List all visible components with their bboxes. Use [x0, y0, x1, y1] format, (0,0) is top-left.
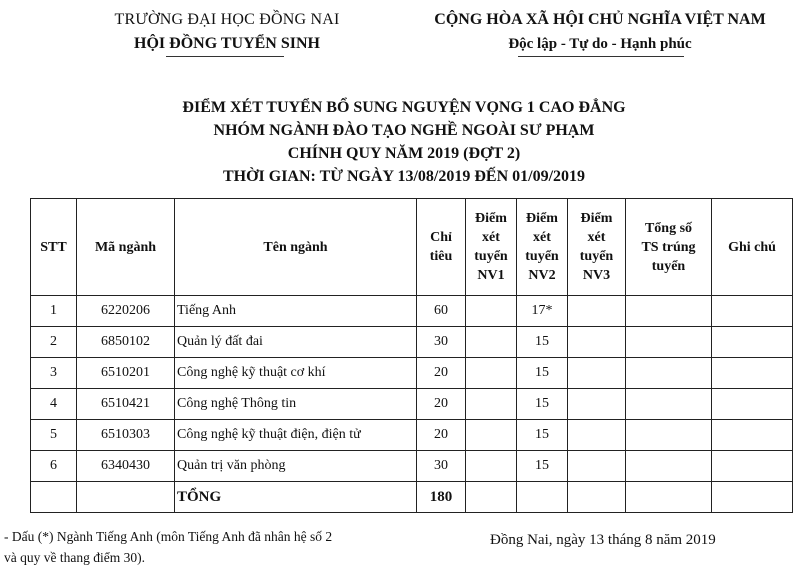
cell-tong-so — [626, 389, 712, 420]
cell-ten-nganh: Tiếng Anh — [175, 296, 417, 327]
cell-nv2: 15 — [517, 327, 568, 358]
cell-chi-tieu: 60 — [417, 296, 466, 327]
cell-nv3 — [568, 389, 626, 420]
header-stt: STT — [31, 199, 77, 296]
cell-stt: 4 — [31, 389, 77, 420]
header-nv3: Điểm xét tuyển NV3 — [568, 199, 626, 296]
table-header-row — [31, 199, 793, 296]
cell-ma-nganh: 6850102 — [77, 327, 175, 358]
header-ghi-chu: Ghi chú — [712, 199, 793, 296]
table-row — [31, 358, 793, 389]
table-row — [31, 389, 793, 420]
header-nv1: Điểm xét tuyển NV1 — [466, 199, 517, 296]
cell-tong-so — [626, 327, 712, 358]
cell-stt: 1 — [31, 296, 77, 327]
school-header — [92, 8, 362, 56]
cell-tong-so — [626, 451, 712, 482]
table-row — [31, 327, 793, 358]
cell-nv2: 15 — [517, 389, 568, 420]
cell-nv2: 15 — [517, 451, 568, 482]
header-ten-nganh: Tên ngành — [175, 199, 417, 296]
admission-score-table — [30, 198, 793, 513]
cell-tong-so — [626, 358, 712, 389]
cell-stt: 2 — [31, 327, 77, 358]
cell-ghi-chu — [712, 389, 793, 420]
cell-ten-nganh: Công nghệ Thông tin — [175, 389, 417, 420]
table-row — [31, 420, 793, 451]
national-title: CỘNG HÒA XÃ HỘI CHỦ NGHĨA VIỆT NAM — [434, 11, 766, 28]
cell-nv2: 15 — [517, 358, 568, 389]
total-nv2-cell — [517, 482, 568, 513]
footnote-line-2: và quy về thang điểm 30). — [4, 550, 145, 565]
cell-ma-nganh: 6510303 — [77, 420, 175, 451]
total-ma-cell — [77, 482, 175, 513]
cell-ma-nganh: 6510201 — [77, 358, 175, 389]
cell-tong-so — [626, 296, 712, 327]
title-line-2: NHÓM NGÀNH ĐÀO TẠO NGHỀ NGOÀI SƯ PHẠM — [213, 122, 595, 139]
total-nv1-cell — [466, 482, 517, 513]
total-stt-cell — [31, 482, 77, 513]
cell-nv1 — [466, 358, 517, 389]
cell-nv3 — [568, 296, 626, 327]
cell-chi-tieu: 30 — [417, 327, 466, 358]
total-chi-tieu: 180 — [417, 482, 466, 513]
cell-nv2: 17* — [517, 296, 568, 327]
cell-ten-nganh: Quản trị văn phòng — [175, 451, 417, 482]
cell-nv3 — [568, 327, 626, 358]
title-line-1: ĐIỂM XÉT TUYỂN BỔ SUNG NGUYỆN VỌNG 1 CAO ĐẲNG — [182, 99, 626, 116]
cell-ten-nganh: Công nghệ kỹ thuật điện, điện tử — [175, 420, 417, 451]
cell-stt: 5 — [31, 420, 77, 451]
cell-nv1 — [466, 420, 517, 451]
cell-ghi-chu — [712, 296, 793, 327]
cell-ghi-chu — [712, 451, 793, 482]
header-nv2: Điểm xét tuyển NV2 — [517, 199, 568, 296]
total-row — [31, 482, 793, 513]
cell-ten-nganh: Công nghệ kỹ thuật cơ khí — [175, 358, 417, 389]
cell-ghi-chu — [712, 327, 793, 358]
cell-chi-tieu: 20 — [417, 389, 466, 420]
header-chi-tieu: Chỉ tiêu — [417, 199, 466, 296]
cell-nv3 — [568, 358, 626, 389]
cell-nv1 — [466, 327, 517, 358]
national-header — [400, 8, 800, 56]
cell-chi-tieu: 20 — [417, 420, 466, 451]
cell-nv3 — [568, 451, 626, 482]
cell-nv1 — [466, 389, 517, 420]
cell-nv2: 15 — [517, 420, 568, 451]
cell-chi-tieu: 30 — [417, 451, 466, 482]
footnote-line-1: - Dấu (*) Ngành Tiếng Anh (môn Tiếng Anh đã nhân hệ số 2 — [4, 529, 333, 544]
cell-ghi-chu — [712, 358, 793, 389]
table-row — [31, 296, 793, 327]
cell-stt: 6 — [31, 451, 77, 482]
cell-ten-nganh: Quản lý đất đai — [175, 327, 417, 358]
total-ghi-chu-cell — [712, 482, 793, 513]
header-left-underline — [166, 56, 284, 57]
cell-ma-nganh: 6510421 — [77, 389, 175, 420]
cell-tong-so — [626, 420, 712, 451]
national-motto: Độc lập - Tự do - Hạnh phúc — [508, 36, 692, 52]
total-label: TỔNG — [175, 482, 417, 513]
document-title — [0, 96, 808, 188]
total-nv3-cell — [568, 482, 626, 513]
school-name: TRƯỜNG ĐẠI HỌC ĐỒNG NAI — [114, 11, 340, 28]
cell-nv3 — [568, 420, 626, 451]
title-line-4: THỜI GIAN: TỪ NGÀY 13/08/2019 ĐẾN 01/09/2019 — [222, 168, 586, 185]
cell-nv1 — [466, 451, 517, 482]
cell-stt: 3 — [31, 358, 77, 389]
cell-ma-nganh: 6220206 — [77, 296, 175, 327]
table-row — [31, 451, 793, 482]
header-right-underline — [518, 56, 684, 57]
footnote — [4, 526, 444, 568]
admission-council: HỘI ĐỒNG TUYỂN SINH — [134, 35, 320, 52]
cell-chi-tieu: 20 — [417, 358, 466, 389]
cell-ghi-chu — [712, 420, 793, 451]
header-ma-nganh: Mã ngành — [77, 199, 175, 296]
title-line-3: CHÍNH QUY NĂM 2019 (ĐỢT 2) — [287, 145, 521, 162]
cell-ma-nganh: 6340430 — [77, 451, 175, 482]
total-tong-cell — [626, 482, 712, 513]
header-tong-so: Tổng số TS trúng tuyển — [626, 199, 712, 296]
signature-date: Đồng Nai, ngày 13 tháng 8 năm 2019 — [490, 532, 716, 548]
cell-nv1 — [466, 296, 517, 327]
